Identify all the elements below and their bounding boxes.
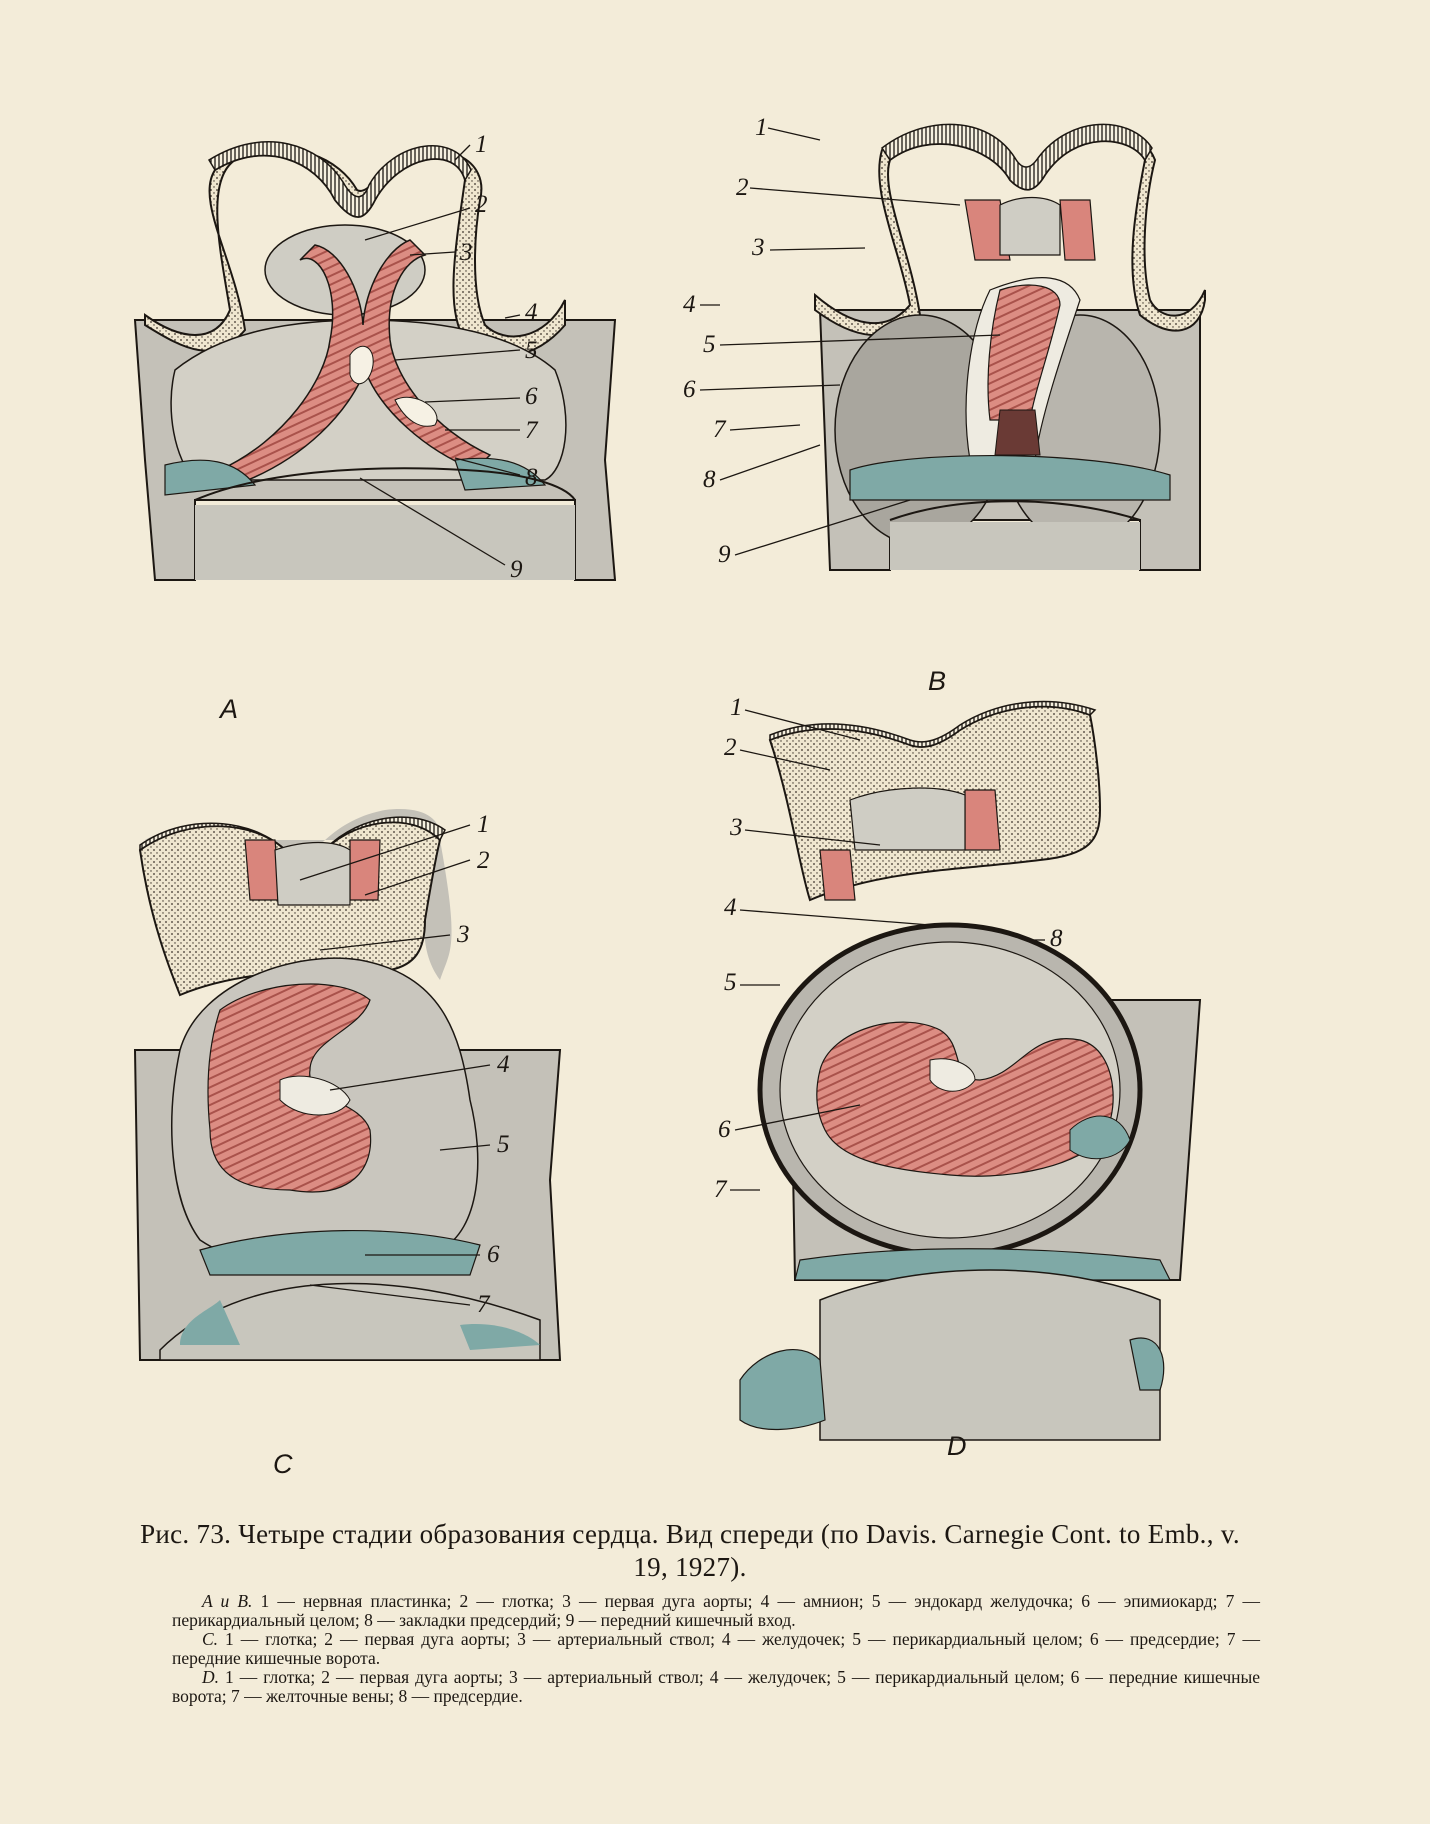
label-a-4: 4 xyxy=(525,299,538,326)
panel-label-a: A xyxy=(220,694,239,724)
legend-key-c: C. xyxy=(202,1629,219,1649)
panel-label-b: B xyxy=(928,666,947,696)
label-d-7: 7 xyxy=(714,1176,727,1203)
figure-caption-title: Рис. 73. Четыре стадии образования сердца. Вид спереди (по Davis. Carnegie Cont. to Emb., v. 19, 1927). xyxy=(140,1519,1240,1582)
label-a-2: 2 xyxy=(475,191,488,218)
label-a-7: 7 xyxy=(525,417,538,444)
figure-legend xyxy=(172,1592,1260,1706)
label-b-8: 8 xyxy=(703,466,716,493)
label-d-5: 5 xyxy=(724,969,737,996)
figure-a-drawing xyxy=(125,131,645,724)
label-b-1: 1 xyxy=(755,114,768,141)
label-c-5: 5 xyxy=(497,1131,510,1158)
label-c-2: 2 xyxy=(477,847,490,874)
label-b-4: 4 xyxy=(683,291,696,318)
label-d-8: 8 xyxy=(1050,925,1063,952)
label-b-7: 7 xyxy=(713,416,726,443)
label-c-1: 1 xyxy=(477,811,490,838)
figure-d-drawing xyxy=(714,694,1260,1461)
legend-entry-d xyxy=(172,1668,1260,1706)
figure-b-drawing xyxy=(683,100,1260,700)
label-c-7: 7 xyxy=(477,1291,490,1318)
label-b-9: 9 xyxy=(718,541,731,568)
label-d-3: 3 xyxy=(730,814,743,841)
label-c-6: 6 xyxy=(487,1241,500,1268)
label-a-3: 3 xyxy=(460,239,473,266)
figure-c-drawing xyxy=(140,800,660,1490)
legend-key-d: D. xyxy=(202,1667,220,1687)
label-a-1: 1 xyxy=(475,131,488,158)
legend-key-ab: A и B. xyxy=(202,1591,253,1611)
panel-label-d: D xyxy=(947,1431,967,1461)
label-a-8: 8 xyxy=(525,464,538,491)
figure-panel-c xyxy=(140,800,660,1490)
figure-panel-a xyxy=(125,131,645,724)
legend-entry-c xyxy=(172,1630,1260,1668)
legend-text-c: 1 — глотка; 2 — первая дуга аорты; 3 — артериальный ствол; 4 — желудочек; 5 — перикардиальный целом; 6 — предсердие; 7 — передние кишечные ворота. xyxy=(172,1629,1260,1668)
label-a-9: 9 xyxy=(510,556,523,583)
figure-panel-d xyxy=(714,694,1260,1461)
label-b-3: 3 xyxy=(752,234,765,261)
panel-label-c: C xyxy=(273,1449,293,1479)
label-d-2: 2 xyxy=(724,734,737,761)
label-c-4: 4 xyxy=(497,1051,510,1078)
label-b-5: 5 xyxy=(703,331,716,358)
label-c-3: 3 xyxy=(457,921,470,948)
legend-entry-ab xyxy=(172,1592,1260,1630)
legend-text-ab: 1 — нервная пластинка; 2 — глотка; 3 — первая дуга аорты; 4 — амнион; 5 — эндокард желудочка; 6 — эпимиокард; 7 — перикардиальный целом; 8 — закладки предсердий; 9 — передний кишечный вход. xyxy=(172,1591,1260,1630)
label-b-6: 6 xyxy=(683,376,696,403)
label-a-6: 6 xyxy=(525,383,538,410)
label-a-5: 5 xyxy=(525,337,538,364)
label-b-2: 2 xyxy=(736,174,749,201)
figure-panel-b xyxy=(683,100,1260,700)
label-d-6: 6 xyxy=(718,1116,731,1143)
label-d-1: 1 xyxy=(730,694,743,721)
legend-text-d: 1 — глотка; 2 — первая дуга аорты; 3 — артериальный ствол; 4 — желудочек; 5 — перикардиальный целом; 6 — передние кишечные ворота; 7 — желточные вены; 8 — предсердие. xyxy=(172,1667,1261,1706)
label-d-4: 4 xyxy=(724,894,737,921)
